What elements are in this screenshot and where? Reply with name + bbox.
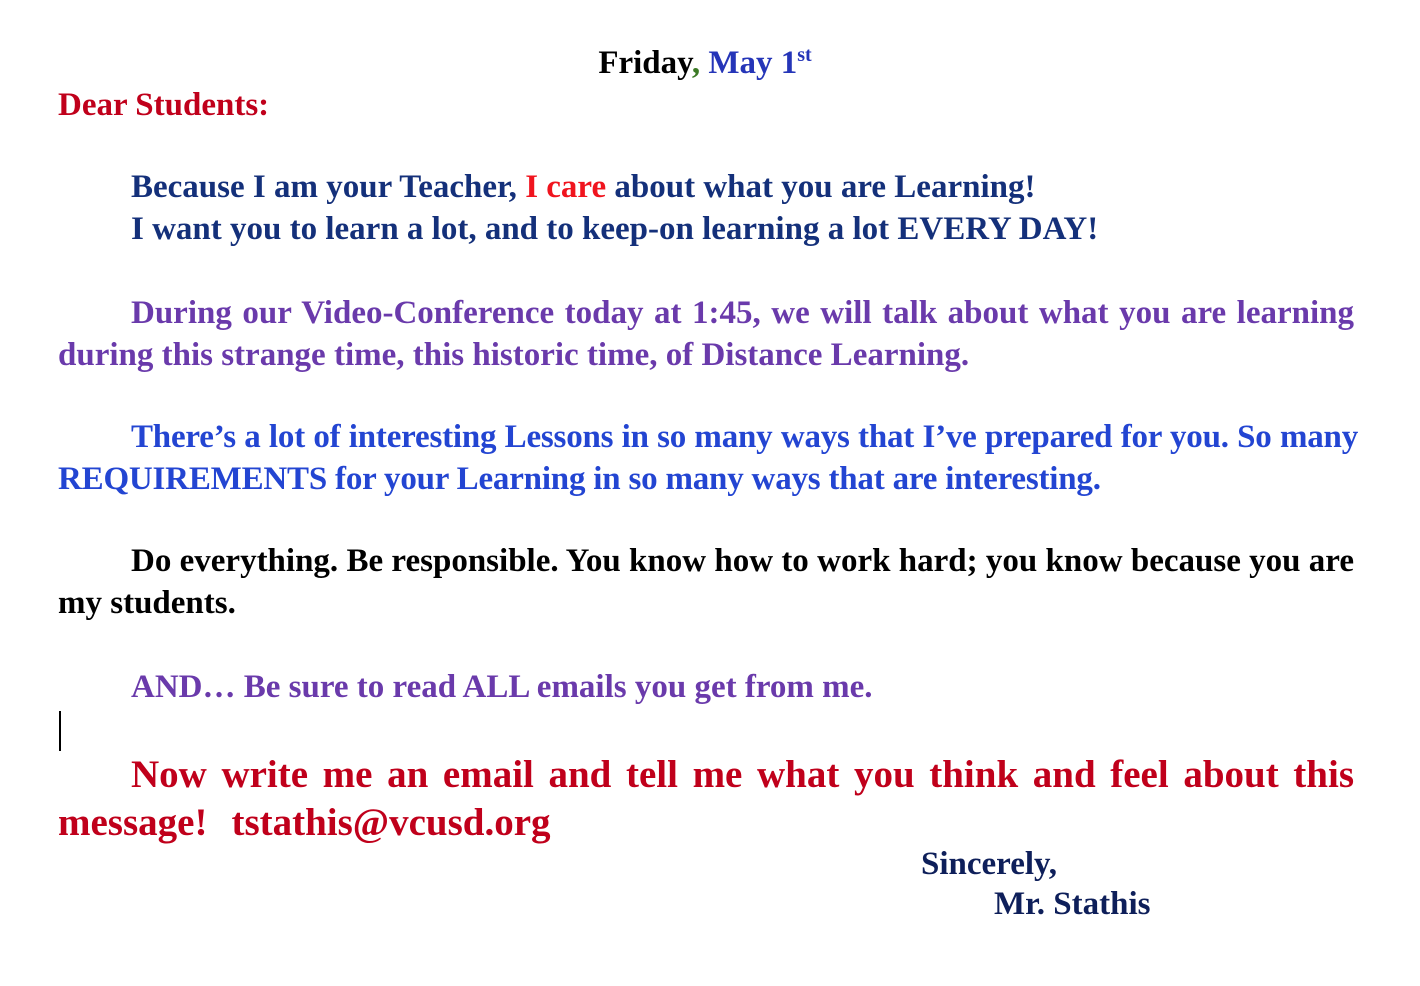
paragraph-1-line-2: I want you to learn a lot, and to keep-on learning a lot EVERY DAY! xyxy=(131,211,1099,247)
paragraph-1-emphasis: I care xyxy=(525,169,607,205)
letter-date xyxy=(0,42,1410,84)
paragraph-6-text: Now write me an email and tell me what you think and feel about this message! xyxy=(58,753,1354,844)
paragraph-6 xyxy=(58,751,1354,847)
date-month-day: May 1 xyxy=(708,45,798,81)
greeting: Dear Students: xyxy=(58,87,270,123)
paragraph-5: AND… Be sure to read ALL emails you get from me. xyxy=(131,669,873,705)
paragraph-3: There’s a lot of interesting Lessons in so many ways that I’ve prepared for you. So many REQUIREMENTS for your Learning in so many ways that are interesting. xyxy=(58,419,1358,497)
date-ordinal: st xyxy=(797,44,812,66)
text-cursor[interactable] xyxy=(59,711,61,751)
closing: Sincerely, xyxy=(921,846,1057,882)
date-day: Friday xyxy=(598,45,692,81)
paragraph-1-part-2: about what you are Learning! xyxy=(606,169,1036,205)
teacher-email[interactable]: tstathis@vcusd.org xyxy=(231,801,551,844)
date-comma: , xyxy=(691,45,701,81)
paragraph-2: During our Video-Conference today at 1:45, we will talk about what you are learning during this strange time, this historic time, of Distance Learning. xyxy=(58,295,1354,373)
paragraph-1-part-1: Because I am your Teacher, xyxy=(131,169,526,205)
signature: Mr. Stathis xyxy=(994,886,1151,922)
paragraph-1-line-1 xyxy=(131,166,1035,208)
paragraph-4: Do everything. Be responsible. You know how to work hard; you know because you are my students. xyxy=(58,543,1354,621)
